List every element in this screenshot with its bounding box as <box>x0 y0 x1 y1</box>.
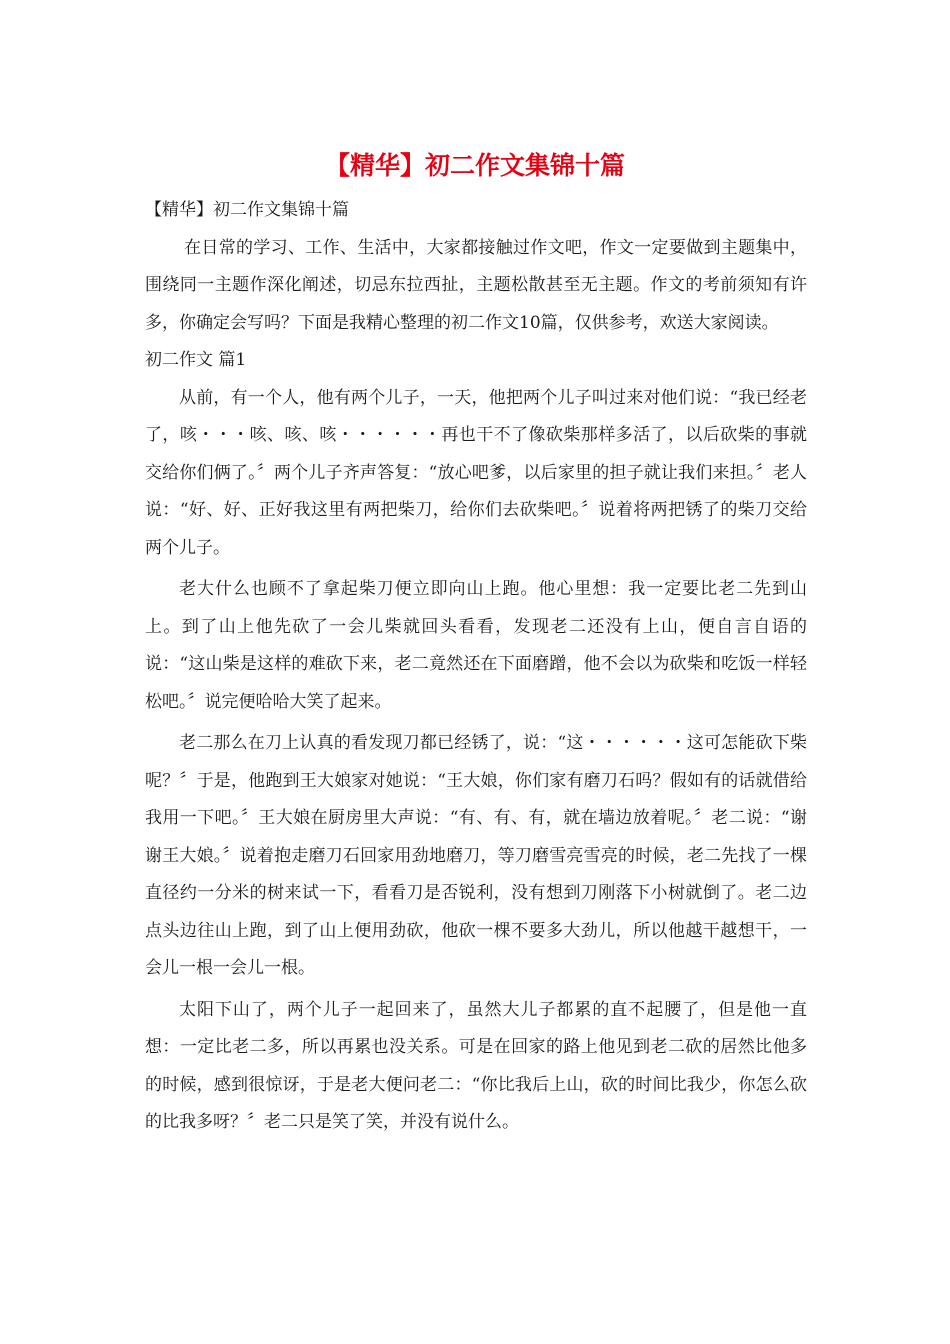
body-paragraph: 老二那么在刀上认真的看发现刀都已经锈了，说：“这・・・・・・这可怎能砍下柴呢？〞于是，他跑到王大娘家对她说：“王大娘，你们家有磨刀石吗？假如有的话就借给我用一下吧。〞王大娘在厨房里大声说：“有、有、有，就在墙边放着呢。〞老二说：“谢谢王大娘。〞说着抱走磨刀石回家用劲地磨刀，等刀磨雪亮雪亮的时候，老二先找了一棵直径约一分米的树来试一下，看看刀是否锐利，没有想到刀刚落下小树就倒了。老二边点头边往山上跑，到了山上便用劲砍，他砍一棵不要多大劲儿，所以他越干越想干，一会儿一根一会儿一根。 <box>145 733 807 978</box>
body-paragraph: 太阳下山了，两个儿子一起回来了，虽然大儿子都累的直不起腰了，但是他一直想：一定比老二多，所以再累也没关系。可是在回家的路上他见到老二砍的居然比他多的时候，感到很惊讶，于是老大便问老二：“你比我后上山，砍的时间比我少，你怎么砍的比我多呀？〞老二只是笑了笑，并没有说什么。 <box>145 999 807 1132</box>
document-body <box>145 192 807 1142</box>
document-title: 【精华】初二作文集锦十篇 <box>324 151 625 180</box>
intro-paragraph: 在日常的学习、工作、生活中，大家都接触过作文吧，作文一定要做到主题集中，围绕同一主题作深化阐述，切忌东拉西扯，主题松散甚至无主题。作文的考前须知有许多，你确定会写吗？下面是我精心整理的初二作文10篇，仅供参考，欢送大家阅读。 <box>145 237 807 333</box>
section-heading: 初二作文 篇1 <box>145 350 247 370</box>
body-paragraph: 老大什么也顾不了拿起柴刀便立即向山上跑。他心里想：我一定要比老二先到山上。到了山上他先砍了一会儿柴就回头看看，发现老二还没有上山，便自言自语的说：“这山柴是这样的难砍下来，老二竟然还在下面磨蹭，他不会以为砍柴和吃饭一样轻松吧。〞说完便哈哈大笑了起来。 <box>145 579 807 712</box>
body-paragraph: 从前，有一个人，他有两个儿子，一天，他把两个儿子叫过来对他们说：“我已经老了，咳・・・咳、咳、咳・・・・・・再也干不了像砍柴那样多活了，以后砍柴的事就交给你们俩了。〞两个儿子齐声答复：“放心吧爹，以后家里的担子就让我们来担。〞老人说：“好、好、正好我这里有两把柴刀，给你们去砍柴吧。〞说着将两把锈了的柴刀交给两个儿子。 <box>145 387 807 558</box>
document-subtitle: 【精华】初二作文集锦十篇 <box>145 200 349 220</box>
